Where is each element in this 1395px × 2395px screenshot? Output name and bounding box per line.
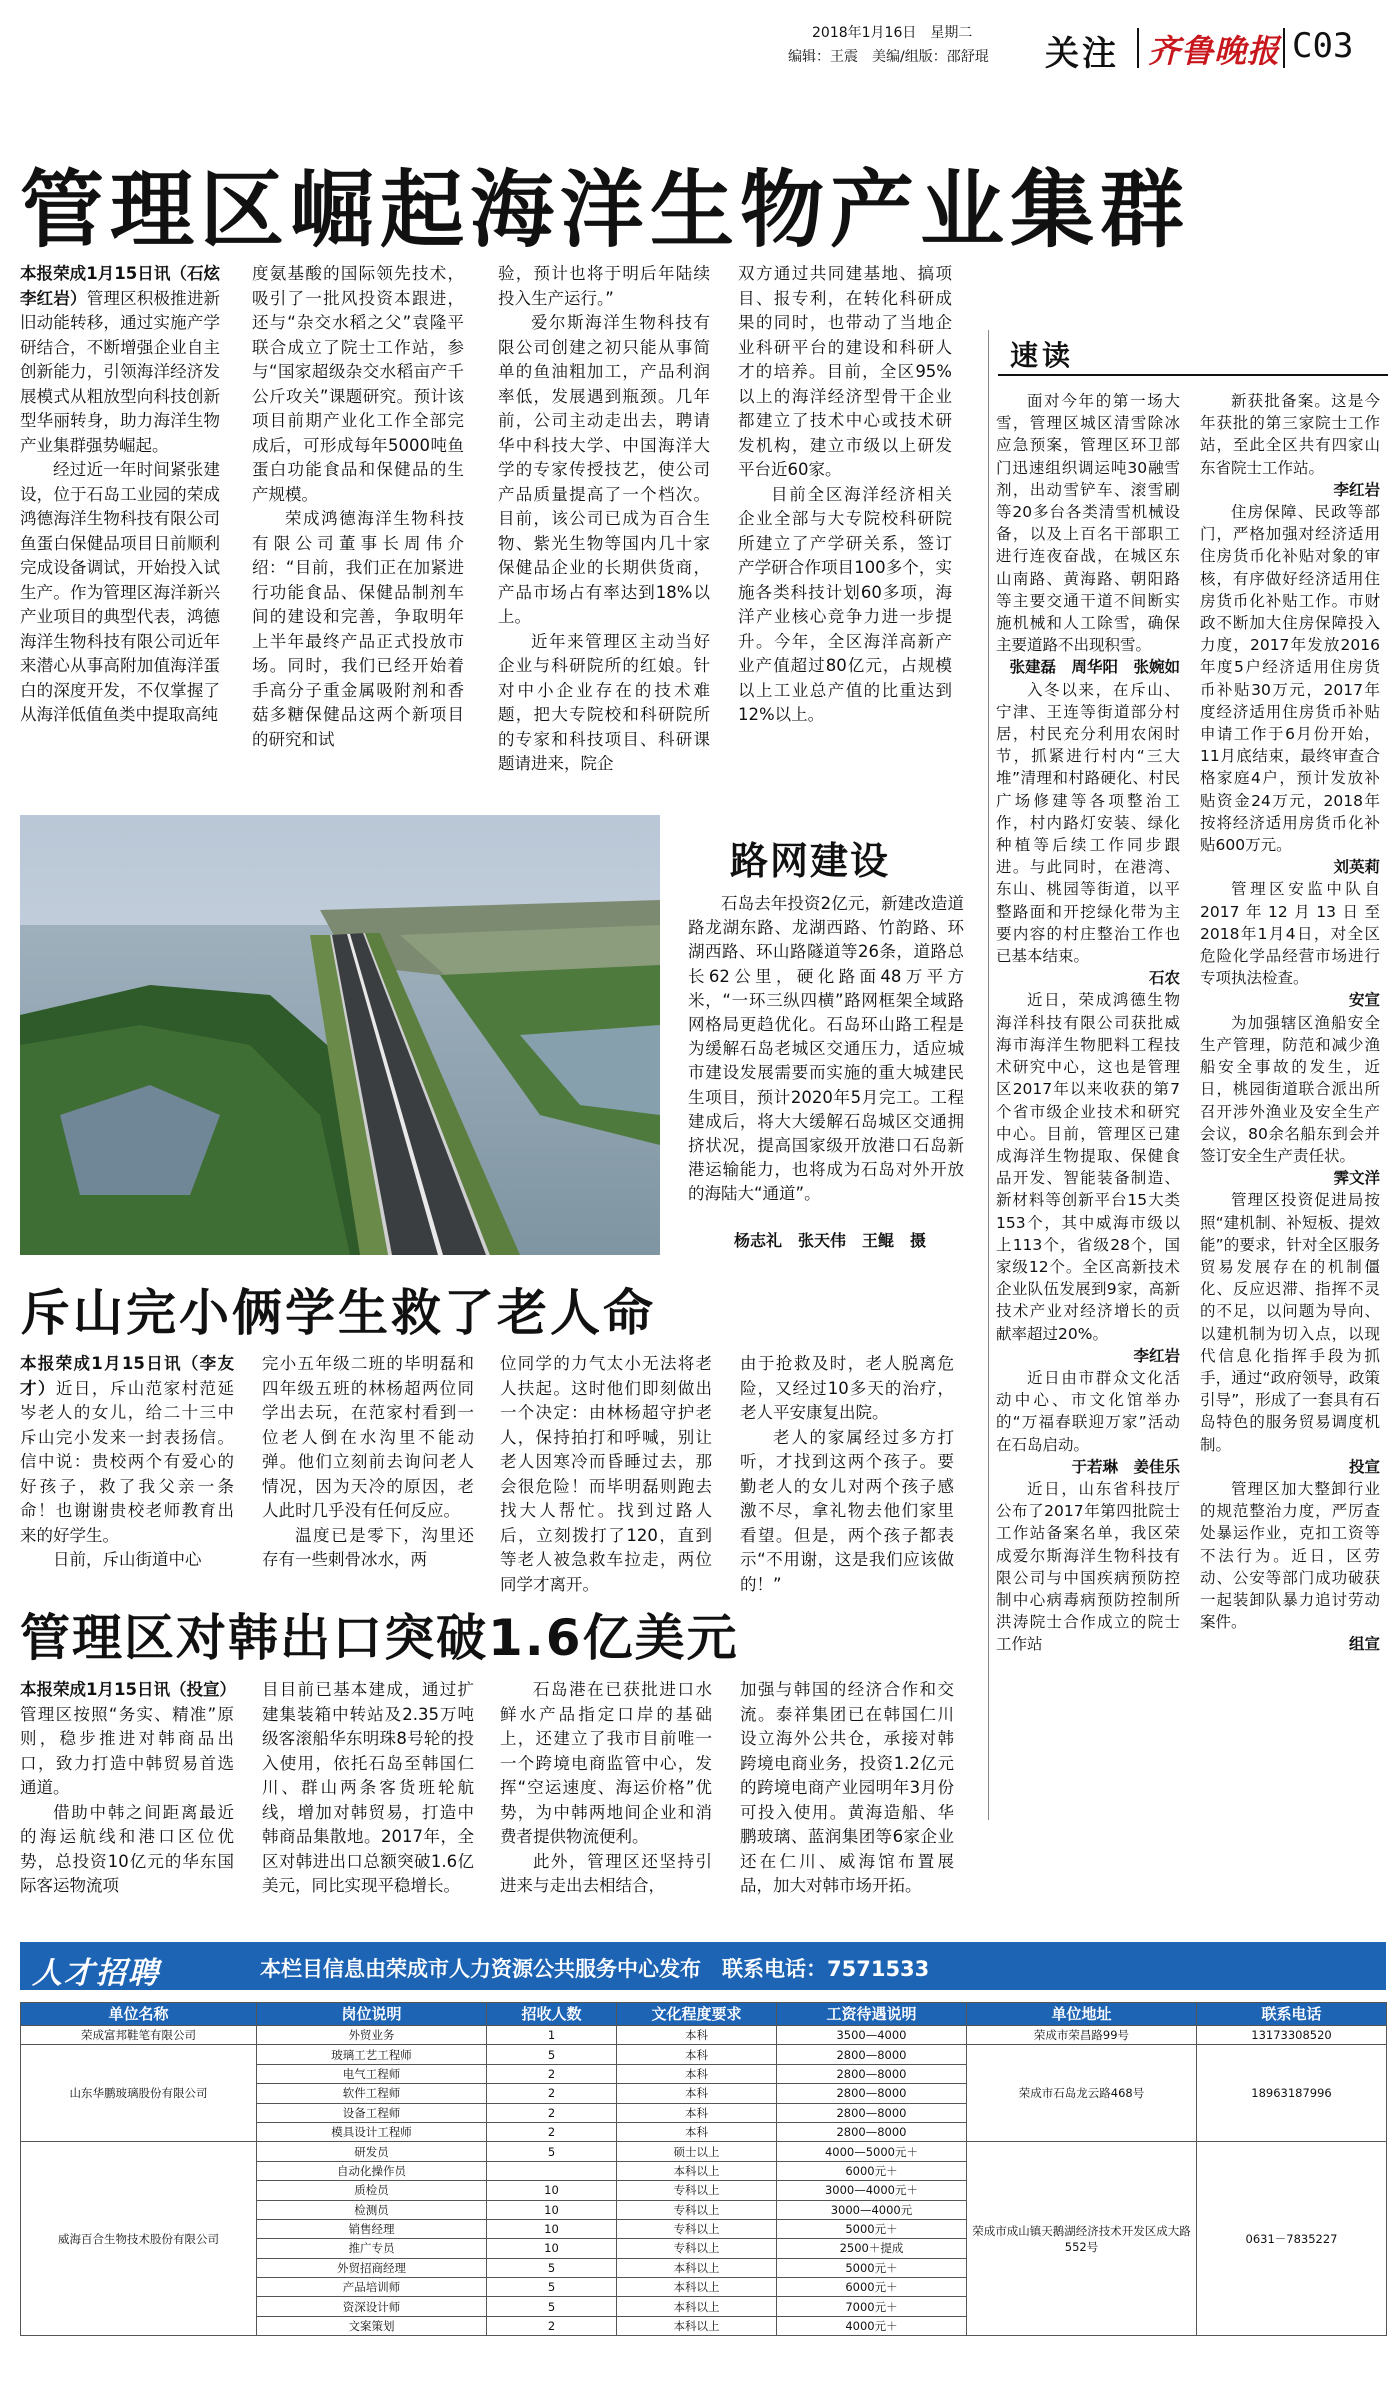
job-title: 推广专员 xyxy=(257,2239,487,2258)
job-title: 玻璃工艺工程师 xyxy=(257,2045,487,2064)
article1-byline: 本报荣成1月15日讯（石炫 李红岩） xyxy=(20,264,237,308)
article3-byline: 本报荣成1月15日讯（投宣） xyxy=(20,1680,236,1699)
job-salary: 6000元＋ xyxy=(777,2161,967,2180)
section-name: 关注 xyxy=(1045,34,1119,74)
job-salary: 4000元＋ xyxy=(777,2316,967,2335)
road-body: 石岛去年投资2亿元，新建改造道路龙湖东路、龙湖西路、竹韵路、环湖西路、环山路隧道等26条，道路总长62公里，硬化路面48万平方米，“一环三纵四横”路网框架全域路网格局更趋优化。石岛环山路工程是为缓解石岛老城区交通压力，适应城市建设发展需要而实施的重大城建民生项目，预计2020年5月完工。工程建成后，将大大缓解石岛城区交通拥挤状况，提高国家级开放港口石岛新港运输能力，也将成为石岛对外开放的海陆大“通道”。 xyxy=(688,894,964,1204)
job-title: 设备工程师 xyxy=(257,2103,487,2122)
recruit-table xyxy=(20,2002,1387,2336)
job-education: 本科 xyxy=(617,2084,777,2103)
header-date: 2018年1月16日 星期二 xyxy=(812,25,973,41)
article1-col3-p2: 爱尔斯海洋生物科技有限公司创建之初只能从事简单的鱼油粗加工，产品利润率低，发展遇到瓶颈。几年前，公司主动走出去，聘请华中科技大学、中国海洋大学的专家传授技艺，使公司产品质量提高了一个档次。目前，该公司已成为百合生物、紫光生物等国内几十家保健品企业的长期供货商，产品市场占有率达到18%以上。 xyxy=(498,313,710,626)
recruit-col-address: 单位地址 xyxy=(967,2003,1197,2026)
article1-col4-p1: 双方通过共同建基地、搞项目、报专利，在转化科研成果的同时，也带动了当地企业科研平台的建设和科研人才的培养。目前，全区95%以上的海洋经济型骨干企业都建立了技术中心或技术研发机构，建立市级以上研发平台近60家。 xyxy=(738,264,952,479)
recruit-phone: 7571533 xyxy=(827,1957,930,1981)
job-salary: 6000元＋ xyxy=(777,2278,967,2297)
brief-col1-item5: 近日，山东省科技厅公布了2017年第四批院士工作站备案名单，我区荣成爱尔斯海洋生物科技有限公司与中国疾病预防控制中心病毒病预防控制所洪涛院士合作成立的院士工作站 xyxy=(996,1479,1180,1654)
article1-col3-p1: 验，预计也将于明后年陆续投入生产运行。” xyxy=(498,264,710,308)
article1-col2 xyxy=(252,262,464,798)
recruit-notice xyxy=(260,1953,929,1983)
article3-col4-p1: 加强与韩国的经济合作和交流。泰祥集团已在韩国仁川设立海外公共仓，承接对韩跨境电商业务，投资1.2亿元的跨境电商产业园明年3月份可投入使用。黄海造船、华鹏玻璃、蓝润集团等6家企业还在仁川、威海馆布置展品，加大对韩市场开拓。 xyxy=(740,1680,954,1895)
table-row xyxy=(21,2026,1387,2045)
brief-col1-sign3: 李红岩 xyxy=(1133,1346,1180,1365)
header-editors: 编辑：王震 美编/组版：邵舒琨 xyxy=(788,49,989,65)
brief-col2-item6: 管理区加大整卸行业的规范整治力度，严厉查处暴运作业，克扣工资等不法行为。近日，区劳动、公安等部门成功破获一起装卸队暴力追讨劳动案件。 xyxy=(1200,1479,1380,1632)
article1-col1-p1: 管理区积极推进新旧动能转移，通过实施产学研结合，不断增强企业自主创新能力，引领海洋经济发展模式从粗放型向科技创新型华丽转身，助力海洋生物产业集群强势崛起。 xyxy=(20,288,221,455)
article3-col4 xyxy=(740,1678,954,1898)
header xyxy=(0,0,1395,74)
paper-logo: 齐鲁晚报 xyxy=(1148,32,1281,70)
company-name: 威海百合生物技术股份有限公司 xyxy=(21,2142,257,2336)
page-number: C03 xyxy=(1292,26,1354,66)
job-title: 质检员 xyxy=(257,2181,487,2200)
job-education: 专科以上 xyxy=(617,2200,777,2219)
article3-col1 xyxy=(20,1678,234,1898)
job-education: 专科以上 xyxy=(617,2219,777,2238)
job-education: 本科以上 xyxy=(617,2278,777,2297)
brief-col1-item3: 近日，荣成鸿德生物海洋科技有限公司获批威海市海洋生物肥料工程技术研究中心，这也是管理区2017年以来收获的第7个省市级企业技术和研究中心。目前，管理区已建成海洋生物提取、保健食品开发、智能装备制造、新材料等创新平台15大类153个，其中威海市级以上113个，省级28个，国家级12个。全区高新技术企业队伍发展到9家，高新技术产业对经济增长的贡献率超过20%。 xyxy=(996,991,1180,1343)
job-count: 10 xyxy=(487,2219,617,2238)
job-education: 硕士以上 xyxy=(617,2142,777,2161)
article2-col2 xyxy=(262,1352,474,1602)
brief-col2-sign5: 投宣 xyxy=(1348,1457,1380,1476)
job-salary: 3000—4000元＋ xyxy=(777,2181,967,2200)
company-name: 荣成富邦鞋笔有限公司 xyxy=(21,2026,257,2045)
article1-col4-p2: 目前全区海洋经济相关企业全部与大专院校科研院所建立了产学研关系，签订产学研合作项目100多个，实施各类科技计划60多项，海洋产业核心竞争力进一步提升。今年，全区海洋高新产业产值超过80亿元，占规模以上工业总产值的比重达到12%以上。 xyxy=(738,484,952,724)
brief-col2-sign3: 安宣 xyxy=(1348,991,1380,1010)
recruit-col-phone: 联系电话 xyxy=(1197,2003,1387,2026)
road-photographers: 杨志礼 张天伟 王鲲 摄 xyxy=(734,1231,927,1250)
company-phone: 18963187996 xyxy=(1197,2045,1387,2142)
article2-headline: 斥山完小俩学生救了老人命 xyxy=(20,1284,656,1342)
recruit-col-education: 文化程度要求 xyxy=(617,2003,777,2026)
job-education: 专科以上 xyxy=(617,2239,777,2258)
header-divider xyxy=(1137,28,1139,68)
job-count: 2 xyxy=(487,2084,617,2103)
recruit-col-position: 岗位说明 xyxy=(257,2003,487,2026)
company-phone: 13173308520 xyxy=(1197,2026,1387,2045)
article3-col3-p2: 此外，管理区还坚持引进来与走出去相结合， xyxy=(500,1851,712,1895)
recruit-header-row xyxy=(21,2003,1387,2026)
brief-col2-item1: 新获批备案。这是今年获批的第三家院士工作站，至此全区共有四家山东省院士工作站。 xyxy=(1200,392,1380,477)
job-education: 本科以上 xyxy=(617,2161,777,2180)
road-body-col xyxy=(688,892,964,1222)
job-salary: 5000元＋ xyxy=(777,2258,967,2277)
article3-headline: 管理区对韩出口突破1.6亿美元 xyxy=(20,1609,739,1667)
article3-col2-p1: 目目前已基本建成，通过扩建集装箱中转站及2.35万吨级客滚船华东明珠8号轮的投入使用，依托石岛至韩国仁川、群山两条客货班轮航线，增加对韩贸易，打造中韩商品集散地。2017年，全区对韩进出口总额突破1.6亿美元，同比实现平稳增长。 xyxy=(262,1680,474,1895)
recruit-logo: 人才招聘 xyxy=(32,1956,160,1991)
article3-col2 xyxy=(262,1678,474,1898)
article2-col1-p2: 日前，斥山街道中心 xyxy=(53,1550,202,1569)
job-count: 2 xyxy=(487,2316,617,2335)
article2-col4-p1: 由于抢救及时，老人脱离危险，又经过10多天的治疗，老人平安康复出院。 xyxy=(740,1354,954,1422)
brief-col2-item4: 为加强辖区渔船安全生产管理，防范和减少渔船安全事故的发生，近日，桃园街道联合派出所召开涉外渔业及安全生产会议，80余名船东到会并签订安全生产责任状。 xyxy=(1200,1013,1380,1165)
job-salary: 2800—8000 xyxy=(777,2045,967,2064)
job-salary: 2800—8000 xyxy=(777,2084,967,2103)
job-title: 资深设计师 xyxy=(257,2297,487,2316)
brief-col2-item3: 管理区安监中队自2017年12月13日至2018年1月4日，对全区危险化学品经营市场进行专项执法检查。 xyxy=(1200,880,1380,988)
company-name: 山东华鹏玻璃股份有限公司 xyxy=(21,2045,257,2142)
job-education: 本科以上 xyxy=(617,2316,777,2335)
job-count: 5 xyxy=(487,2045,617,2064)
road-photo-image xyxy=(20,815,660,1255)
job-title: 检测员 xyxy=(257,2200,487,2219)
company-phone: 0631－7835227 xyxy=(1197,2142,1387,2336)
job-education: 本科 xyxy=(617,2045,777,2064)
job-title: 自动化操作员 xyxy=(257,2161,487,2180)
brief-col1-sign2: 石农 xyxy=(1148,969,1180,988)
job-title: 电气工程师 xyxy=(257,2064,487,2083)
brief-title: 速读 xyxy=(1010,339,1075,372)
job-count: 2 xyxy=(487,2064,617,2083)
job-count: 10 xyxy=(487,2239,617,2258)
job-count: 1 xyxy=(487,2026,617,2045)
job-education: 本科 xyxy=(617,2026,777,2045)
article2-col1 xyxy=(20,1352,234,1602)
brief-col1-item1: 面对今年的第一场大雪，管理区城区清雪除冰应急预案，管理区环卫部门迅速组织调运吨30融雪剂，出动雪铲车、滚雪刷等20多台各类清雪机械设备，以及上百名干部职工进行连夜奋战，在城区东山南路、黄海路、朝阳路等主要交通干道不间断实施机械和人工除雪，确保主要道路不出现积雪。 xyxy=(996,392,1180,655)
article3-col3-p1: 石岛港在已获批进口水鲜水产品指定口岸的基础上，还建立了我市目前唯一一个跨境电商监管中心，发挥“空运速度、海运价格”优势，为中韩两地间企业和消费者提供物流便利。 xyxy=(500,1680,712,1846)
article2-col2-p2: 温度已是零下，沟里还存有一些刺骨冰水，两 xyxy=(262,1525,474,1569)
job-title: 产品培训师 xyxy=(257,2278,487,2297)
brief-col2 xyxy=(1200,390,1380,1830)
job-count: 5 xyxy=(487,2258,617,2277)
job-salary: 2800—8000 xyxy=(777,2064,967,2083)
job-education: 专科以上 xyxy=(617,2181,777,2200)
recruit-banner xyxy=(20,1942,1386,1990)
job-title: 研发员 xyxy=(257,2142,487,2161)
company-address: 荣成市成山镇天鹅湖经济技术开发区成大路552号 xyxy=(967,2142,1197,2336)
job-title: 外贸招商经理 xyxy=(257,2258,487,2277)
job-salary: 5000元＋ xyxy=(777,2219,967,2238)
recruit-col-salary: 工资待遇说明 xyxy=(777,2003,967,2026)
company-address: 荣成市荣昌路99号 xyxy=(967,2026,1197,2045)
job-salary: 2800—8000 xyxy=(777,2103,967,2122)
job-title: 文案策划 xyxy=(257,2316,487,2335)
job-salary: 7000元＋ xyxy=(777,2297,967,2316)
brief-col1-item4: 近日由市群众文化活动中心、市文化馆举办的“万福春联迎万家”活动在石岛启动。 xyxy=(996,1368,1180,1454)
article2-byline: 本报荣成1月15日讯（李友才） xyxy=(20,1354,234,1398)
job-salary: 4000—5000元＋ xyxy=(777,2142,967,2161)
brief-col2-sign1: 李红岩 xyxy=(1333,480,1380,499)
brief-col2-item5: 管理区投资促进局按照“建机制、补短板、提效能”的要求，针对全区服务贸易发展存在的机制僵化、反应迟滞、指挥不灵的不足，以问题为导向、以建机制为切入点，以现代信息化指挥手段为抓手，通过“政府领导，政策引导”，形成了一套具有石岛特色的服务贸易调度机制。 xyxy=(1200,1191,1380,1454)
article1-col3 xyxy=(498,262,710,798)
job-count: 5 xyxy=(487,2297,617,2316)
table-row xyxy=(21,2142,1387,2161)
article3-col3 xyxy=(500,1678,712,1898)
article2-col4-p2: 老人的家属经过多方打听，才找到这两个孩子。要勤老人的女儿对两个孩子感激不尽，拿礼物去他们家里看望。但是，两个孩子都表示“不用谢，这是我们应该做的！” xyxy=(740,1427,954,1594)
table-row xyxy=(21,2045,1387,2064)
job-education: 本科以上 xyxy=(617,2297,777,2316)
job-education: 本科 xyxy=(617,2064,777,2083)
brief-col1 xyxy=(996,390,1180,1830)
job-education: 本科 xyxy=(617,2122,777,2141)
job-education: 本科以上 xyxy=(617,2258,777,2277)
article1-col3-p3: 近年来管理区主动当好企业与科研院所的红娘。针对中小企业存在的技术难题，把大专院校和科研院所的专家和科技项目、科研课题请进来，院企 xyxy=(498,631,710,773)
article1-col2-p1: 度氨基酸的国际领先技术，吸引了一批风投资本跟进，还与“杂交水稻之父”袁隆平联合成立了院士工作站，参与“国家超级杂交水稻亩产千公斤攻关”课题研究。预计该项目前期产业化工作全部完成后，可形成每年5000吨鱼蛋白功能食品和保健品的生产规模。 xyxy=(252,264,464,504)
job-education: 本科 xyxy=(617,2103,777,2122)
brief-col2-item2: 住房保障、民政等部门，严格加强对经济适用住房货币化补贴对象的审核，有序做好经济适用住房货币化补贴工作。市财政不断加大住房保障投入力度，2017年发放2016年度5户经济适用住房货币补贴30万元，2017年度经济适用住房货币补贴申请工作于6月份开始，11月底结束，最终审查合格家庭4户，预计发放补贴资金24万元，2018年按将经济适用房货币化补贴600万元。 xyxy=(1200,503,1380,855)
job-salary: 3500—4000 xyxy=(777,2026,967,2045)
article1-headline: 管理区崛起海洋生物产业集群 xyxy=(20,161,1191,259)
company-address: 荣成市石岛龙云路468号 xyxy=(967,2045,1197,2142)
recruit-notice-text: 本栏目信息由荣成市人力资源公共服务中心发布 联系电话： xyxy=(260,1957,827,1981)
brief-col1-sign1: 张建磊 周华阳 张婉如 xyxy=(1009,658,1180,677)
article2-col1-p1: 近日，斥山范家村范延岑老人的女儿，给二十三中斥山完小发来一封表扬信。信中说：贵校两个有爱心的好孩子，救了我父亲一条命！也谢谢贵校老师教育出来的好学生。 xyxy=(20,1378,235,1545)
article2-col4 xyxy=(740,1352,954,1602)
job-count: 5 xyxy=(487,2142,617,2161)
job-salary: 2800—8000 xyxy=(777,2122,967,2141)
brief-col1-item2: 入冬以来，在斥山、宁津、王连等街道部分村居，村民充分利用农闲时节，抓紧进行村内“三大堆”清理和村路硬化、村民广场修建等各项整治工作，村内路灯安装、绿化种植等后续工作同步跟进。与此同时，在港湾、东山、桃园等街道，以平整路面和开挖绿化带为主要内容的村庄整治工作也已基本结束。 xyxy=(996,680,1180,966)
job-count: 5 xyxy=(487,2278,617,2297)
article2-col3 xyxy=(500,1352,712,1602)
article1-col1 xyxy=(20,262,237,798)
job-count xyxy=(487,2161,617,2180)
job-count: 10 xyxy=(487,2200,617,2219)
header-divider-2 xyxy=(1283,28,1285,68)
article2-col3-p1: 位同学的力气太小无法将老人扶起。这时他们即刻做出一个决定：由林杨超守护老人，保持拍打和呼喊，别让老人因寒冷而昏睡过去，那会很危险！而毕明磊则跑去找大人帮忙。找到过路人后，立刻拨打了120，直到等老人被急救车拉走，两位同学才离开。 xyxy=(500,1354,712,1594)
job-count: 10 xyxy=(487,2181,617,2200)
job-salary: 3000—4000元 xyxy=(777,2200,967,2219)
article1-col1-p2: 经过近一年时间紧张建设，位于石岛工业园的荣成鸿德海洋生物科技有限公司鱼蛋白保健品项目日前顺利完成设备调试，开始投入试生产。作为管理区海洋新兴产业项目的典型代表，鸿德海洋生物科技有限公司近年来潜心从事高附加值海洋蛋白的深度开发，不仅掌握了从海洋低值鱼类中提取高纯 xyxy=(20,460,220,724)
brief-col2-sign6: 组宣 xyxy=(1348,1635,1380,1654)
article1-col2-p2: 荣成鸿德海洋生物科技有限公司董事长周伟介绍：“目前，我们正在加紧进行功能食品、保健品制剂车间的建设和完善，争取明年上半年最终产品正式投放市场。同时，我们已经开始着手高分子重金属吸附剂和香菇多糖保健品这两个新项目的研究和试 xyxy=(252,509,464,749)
job-count: 2 xyxy=(487,2122,617,2141)
brief-col1-sign4: 于若琳 姜佳乐 xyxy=(1071,1457,1180,1476)
article1-col4 xyxy=(738,262,952,798)
road-photo xyxy=(20,815,660,1255)
job-title: 销售经理 xyxy=(257,2219,487,2238)
recruit-col-company: 单位名称 xyxy=(21,2003,257,2026)
brief-title-box xyxy=(998,330,1388,376)
brief-col2-sign2: 刘英莉 xyxy=(1333,858,1380,877)
job-count: 2 xyxy=(487,2103,617,2122)
brief-col2-sign4: 霁文洋 xyxy=(1333,1169,1380,1188)
article3-col1-p2: 借助中韩之间距离最近的海运航线和港口区位优势，总投资10亿元的华东国际客运物流项 xyxy=(20,1802,234,1895)
job-title: 外贸业务 xyxy=(257,2026,487,2045)
job-salary: 2500＋提成 xyxy=(777,2239,967,2258)
article3-col1-p1: 管理区按照“务实、精准”原则，稳步推进对韩商品出口，致力打造中韩贸易首选通道。 xyxy=(20,1704,234,1797)
road-headline: 路网建设 xyxy=(730,839,891,883)
job-title: 软件工程师 xyxy=(257,2084,487,2103)
article2-col2-p1: 完小五年级二班的毕明磊和四年级五班的林杨超两位同学出去玩，在范家村看到一位老人倒在水沟里不能动弹。他们立刻前去询问老人情况，因为天冷的原因，老人此时几乎没有任何反应。 xyxy=(262,1354,474,1520)
job-title: 模具设计工程师 xyxy=(257,2122,487,2141)
brief-divider xyxy=(988,330,989,1820)
recruit-col-count: 招收人数 xyxy=(487,2003,617,2026)
